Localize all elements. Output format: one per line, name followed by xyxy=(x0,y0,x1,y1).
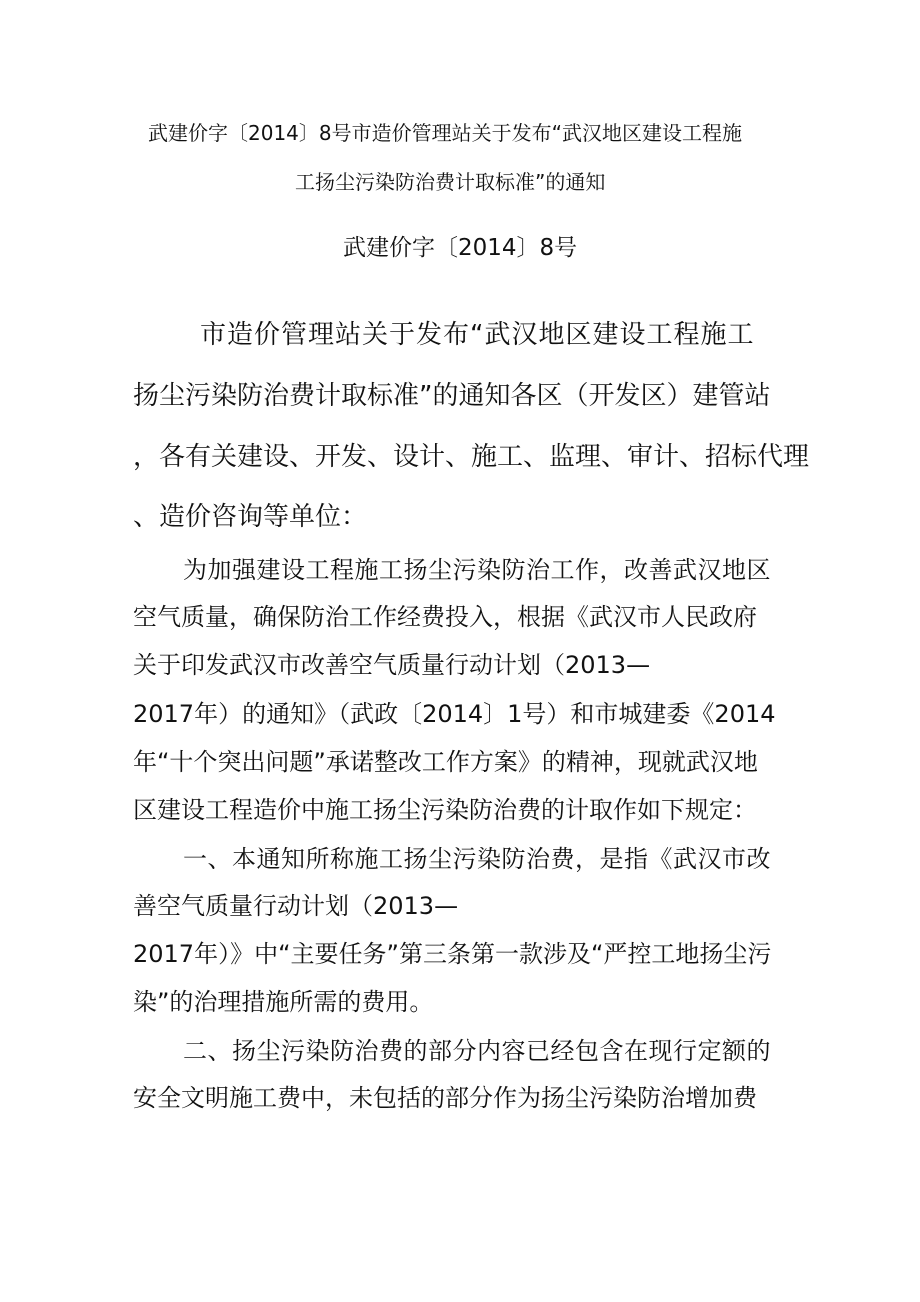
body-line: 为加强建设工程施工扬尘污染防治工作，改善武汉地区 xyxy=(183,556,771,584)
body-line: 扬尘污染防治费计取标准”的通知各区（开发区）建管站 xyxy=(133,381,771,411)
body-line: 关于印发武汉市改善空气质量行动计划（2013— xyxy=(133,651,651,679)
body-line: 染”的治理措施所需的费用。 xyxy=(133,988,434,1016)
body-line: 空气质量，确保防治工作经费投入，根据《武汉市人民政府 xyxy=(133,603,757,631)
body-line: 善空气质量行动计划（2013— xyxy=(133,892,459,920)
body-line: 二、扬尘污染防治费的部分内容已经包含在现行定额的 xyxy=(183,1037,771,1065)
body-line: 一、本通知所称施工扬尘污染防治费，是指《武汉市改 xyxy=(183,845,771,873)
document-number: 武建价字〔2014〕8号 xyxy=(343,235,578,261)
body-line: 2017年）》中“主要任务”第三条第一款涉及“严控工地扬尘污 xyxy=(133,940,772,968)
title-line-2: 工扬尘污染防治费计取标准”的通知 xyxy=(295,170,606,194)
body-line: 区建设工程造价中施工扬尘污染防治费的计取作如下规定： xyxy=(133,796,757,824)
body-line: 、造价咨询等单位： xyxy=(133,502,368,532)
body-line: ，各有关建设、开发、设计、施工、监理、审计、招标代理 xyxy=(133,442,810,472)
body-line: 市造价管理站关于发布“武汉地区建设工程施工 xyxy=(200,320,755,350)
title-line-1: 武建价字〔2014〕8号市造价管理站关于发布“武汉地区建设工程施 xyxy=(148,121,742,145)
body-line: 年“十个突出问题”承诺整改工作方案》的精神，现就武汉地 xyxy=(133,748,758,776)
body-line: 2017年）的通知》（武政〔2014〕1号）和市城建委《2014 xyxy=(133,700,776,728)
body-line: 安全文明施工费中，未包括的部分作为扬尘污染防治增加费 xyxy=(133,1084,757,1112)
